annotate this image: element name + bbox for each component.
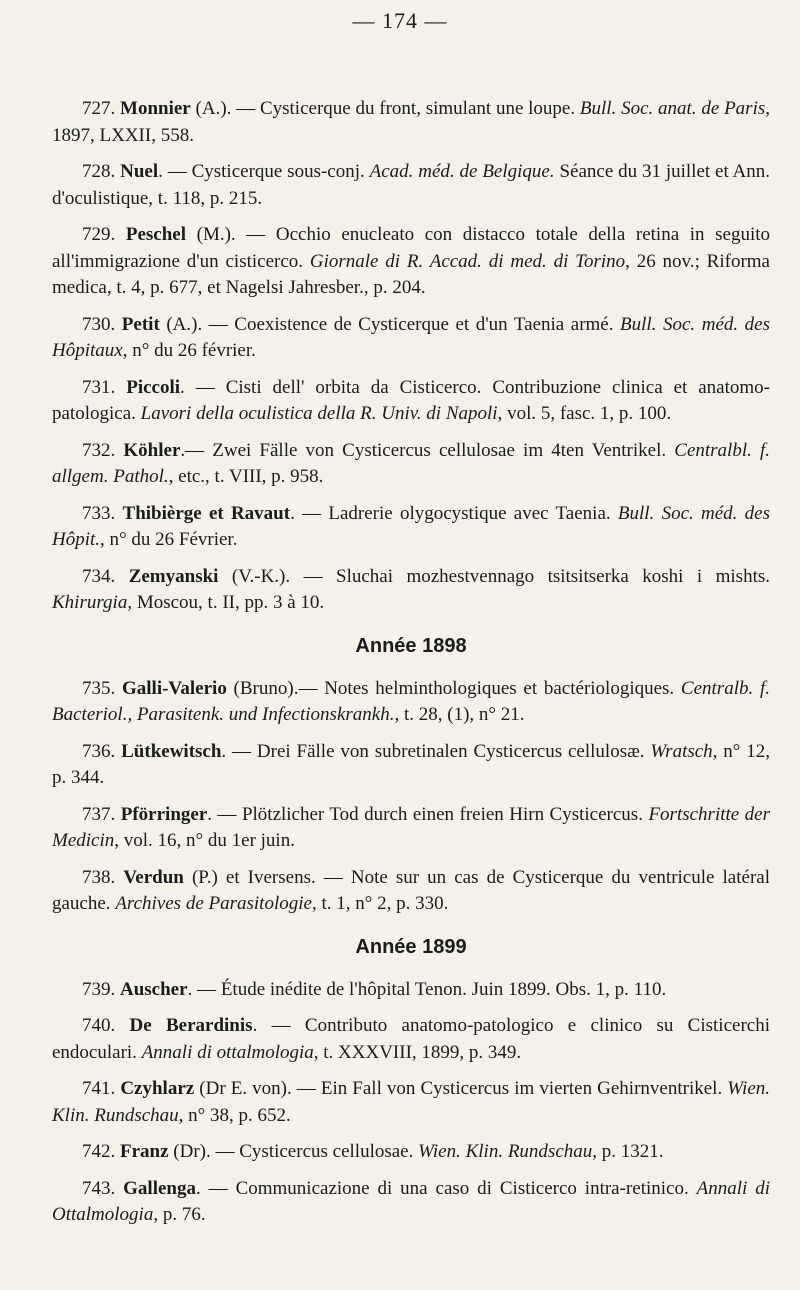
bibliography-entry bbox=[52, 802, 770, 855]
entry-citation: , n° du 26 Février. bbox=[100, 529, 238, 550]
bibliography-entry bbox=[52, 676, 770, 729]
entry-number: 730. bbox=[82, 313, 116, 335]
entry-number: 732. bbox=[82, 439, 116, 461]
bibliography-entry bbox=[52, 977, 770, 1004]
entry-text: . — Contributo anatomo-patologico e clinico su Cisticerchi endoculari. bbox=[52, 1015, 770, 1063]
entry-author: Pförringer bbox=[120, 803, 208, 825]
entry-publication: Giornale di R. Accad. di med. di Torino bbox=[309, 250, 626, 272]
entry-number: 737. bbox=[82, 803, 116, 825]
bibliography-entry bbox=[52, 501, 770, 554]
entry-publication: Annali di ottalmologia bbox=[141, 1041, 314, 1063]
bibliography-entry bbox=[52, 1076, 770, 1129]
bibliography-entry bbox=[52, 438, 770, 491]
entry-number: 742. bbox=[82, 1141, 116, 1162]
entry-text: . — Communicazione di una caso di Cisticerco intra-retinico. bbox=[196, 1177, 697, 1199]
entry-citation: , 1897, LXXII, 558. bbox=[52, 98, 770, 146]
entry-author: Piccoli bbox=[126, 376, 181, 398]
entry-number: 740. bbox=[82, 1015, 116, 1036]
entry-publication: Bull. Soc. anat. de Paris bbox=[579, 98, 766, 119]
bibliography-entry bbox=[52, 1013, 770, 1066]
entry-text: (A.). — Coexistence de Cysticerque et d'un Taenia armé. bbox=[159, 313, 621, 335]
entry-citation: , Moscou, t. II, pp. 3 à 10. bbox=[127, 592, 325, 613]
entry-author: Petit bbox=[121, 313, 160, 335]
entry-citation: , n° 38, p. 652. bbox=[178, 1104, 291, 1126]
entry-publication: Centralbl. f. allgem. Pathol. bbox=[52, 439, 771, 487]
entry-publication: Wien. Klin. Rundschau bbox=[418, 1141, 593, 1162]
entry-number: 727. bbox=[82, 98, 116, 119]
entry-author: Auscher bbox=[120, 978, 188, 1000]
entry-citation: , vol. 16, n° du 1er juin. bbox=[114, 830, 295, 851]
entry-author: Köhler bbox=[123, 439, 181, 461]
entry-publication: Annali di Ottalmologia bbox=[52, 1177, 770, 1225]
entry-publication: Fortschritte der Medicin bbox=[52, 803, 771, 851]
bibliography-entry bbox=[52, 1176, 770, 1229]
bibliography-entry bbox=[52, 96, 770, 149]
entry-author: Lütkewitsch bbox=[121, 740, 222, 762]
entry-publication: Lavori della oculistica della R. Univ. di Napoli bbox=[140, 403, 498, 424]
entry-citation: , t. 1, n° 2, p. 330. bbox=[311, 893, 449, 914]
entry-text: . — Plötzlicher Tod durch einen freien Hirn Cysticercus. bbox=[207, 803, 649, 825]
bibliography-entry bbox=[52, 564, 770, 617]
entry-text: . — Ladrerie olygocystique avec Taenia. bbox=[290, 502, 618, 524]
entry-text: (M.). — Occhio enucleato con distacco totale della retina in seguito all'immigrazione d'un cisticerco. bbox=[52, 224, 771, 272]
entry-publication: Centralb. f. Bacteriol., Parasitenk. und Infectionskrankh. bbox=[52, 677, 770, 725]
entry-publication: Bull. Soc. méd. des Hôpitaux bbox=[52, 313, 770, 361]
entry-number: 734. bbox=[82, 565, 116, 587]
entry-author: Thibièrge et Ravaut bbox=[122, 502, 291, 524]
bibliography-entry bbox=[52, 1139, 770, 1166]
entry-text: . — Cysticerque sous-conj. bbox=[158, 161, 370, 182]
bibliography-entry bbox=[52, 375, 770, 428]
entry-text: .— Zwei Fälle von Cysticercus cellulosae im 4ten Ventrikel. bbox=[180, 439, 675, 461]
entry-text: . — Cisti dell' orbita da Cisticerco. Contribuzione clinica et anatomo-patologica. bbox=[52, 376, 771, 424]
entry-citation: , n° 12, p. 344. bbox=[52, 740, 771, 788]
entry-number: 729. bbox=[82, 224, 116, 245]
bibliography-entry bbox=[52, 739, 770, 792]
entry-author: Monnier bbox=[120, 98, 191, 119]
entry-citation: , p. 1321. bbox=[592, 1141, 664, 1162]
entry-number: 738. bbox=[82, 866, 116, 888]
entry-publication: Archives de Parasitologie bbox=[115, 893, 312, 914]
year-heading: Année 1899 bbox=[355, 935, 467, 958]
entry-citation: , etc., t. VIII, p. 958. bbox=[168, 466, 324, 487]
entry-number: 736. bbox=[82, 740, 116, 762]
bibliography-entry bbox=[52, 222, 770, 302]
entry-author: Galli-Valerio bbox=[121, 677, 227, 699]
entry-author: Gallenga bbox=[123, 1177, 196, 1199]
entry-author: Nuel bbox=[120, 161, 159, 182]
entry-number: 728. bbox=[82, 161, 116, 182]
entry-number: 735. bbox=[82, 677, 116, 699]
entry-author: Verdun bbox=[123, 866, 184, 888]
year-heading: Année 1898 bbox=[355, 634, 467, 657]
entry-number: 743. bbox=[82, 1177, 116, 1199]
entry-text: . — Étude inédite de l'hôpital Tenon. Juin 1899. Obs. 1, p. 110. bbox=[187, 978, 667, 1000]
entry-number: 739. bbox=[82, 978, 116, 1000]
entry-citation: Séance du 31 juillet et Ann. d'oculistique, t. 118, p. 215. bbox=[52, 161, 771, 209]
page-number: — 174 — bbox=[352, 8, 448, 33]
bibliography-list bbox=[52, 96, 770, 1239]
bibliography-entry bbox=[52, 865, 770, 918]
entry-text: (P.) et Iversens. — Note sur un cas de Cysticerque du ventricule latéral gauche. bbox=[52, 866, 770, 914]
entry-text: (Dr E. von). — Ein Fall von Cysticercus im vierten Gehirnventrikel. bbox=[194, 1078, 728, 1099]
entry-citation: , n° du 26 février. bbox=[122, 340, 256, 361]
entry-publication: Khirurgia bbox=[52, 592, 128, 613]
entry-author: De Berardinis bbox=[129, 1015, 253, 1036]
entry-text: (A.). — Cysticerque du front, simulant une loupe. bbox=[190, 98, 580, 119]
entry-text: (Dr). — Cysticercus cellulosae. bbox=[168, 1141, 419, 1162]
bibliography-entry bbox=[52, 159, 770, 212]
entry-author: Czyhlarz bbox=[120, 1078, 195, 1099]
entry-publication: Wratsch bbox=[650, 740, 713, 762]
bibliography-entry bbox=[52, 312, 770, 365]
entry-text: (V.-K.). — Sluchai mozhestvennago tsitsitserka koshi i mishts. bbox=[218, 565, 771, 587]
entry-citation: , t. 28, (1), n° 21. bbox=[394, 704, 525, 725]
entry-citation: , vol. 5, fasc. 1, p. 100. bbox=[497, 403, 672, 424]
entry-author: Zemyanski bbox=[128, 565, 219, 587]
entry-publication: Bull. Soc. méd. des Hôpit. bbox=[52, 502, 771, 550]
entry-number: 733. bbox=[82, 502, 116, 524]
entry-number: 731. bbox=[82, 376, 116, 398]
entry-citation: , p. 76. bbox=[153, 1204, 206, 1225]
entry-text: (Bruno).— Notes helminthologiques et bactériologiques. bbox=[226, 677, 681, 699]
entry-number: 741. bbox=[82, 1078, 116, 1099]
entry-author: Franz bbox=[120, 1141, 169, 1162]
entry-publication: Acad. méd. de Belgique. bbox=[369, 161, 555, 182]
entry-publication: Wien. Klin. Rundschau bbox=[52, 1078, 771, 1126]
entry-text: . — Drei Fälle von subretinalen Cysticercus cellulosæ. bbox=[221, 740, 651, 762]
entry-citation: , t. XXXVIII, 1899, p. 349. bbox=[313, 1041, 522, 1063]
entry-citation: , 26 nov.; Riforma medica, t. 4, p. 677, et Nagelsi Jahresber., p. 204. bbox=[52, 250, 770, 298]
entry-author: Peschel bbox=[125, 224, 187, 245]
